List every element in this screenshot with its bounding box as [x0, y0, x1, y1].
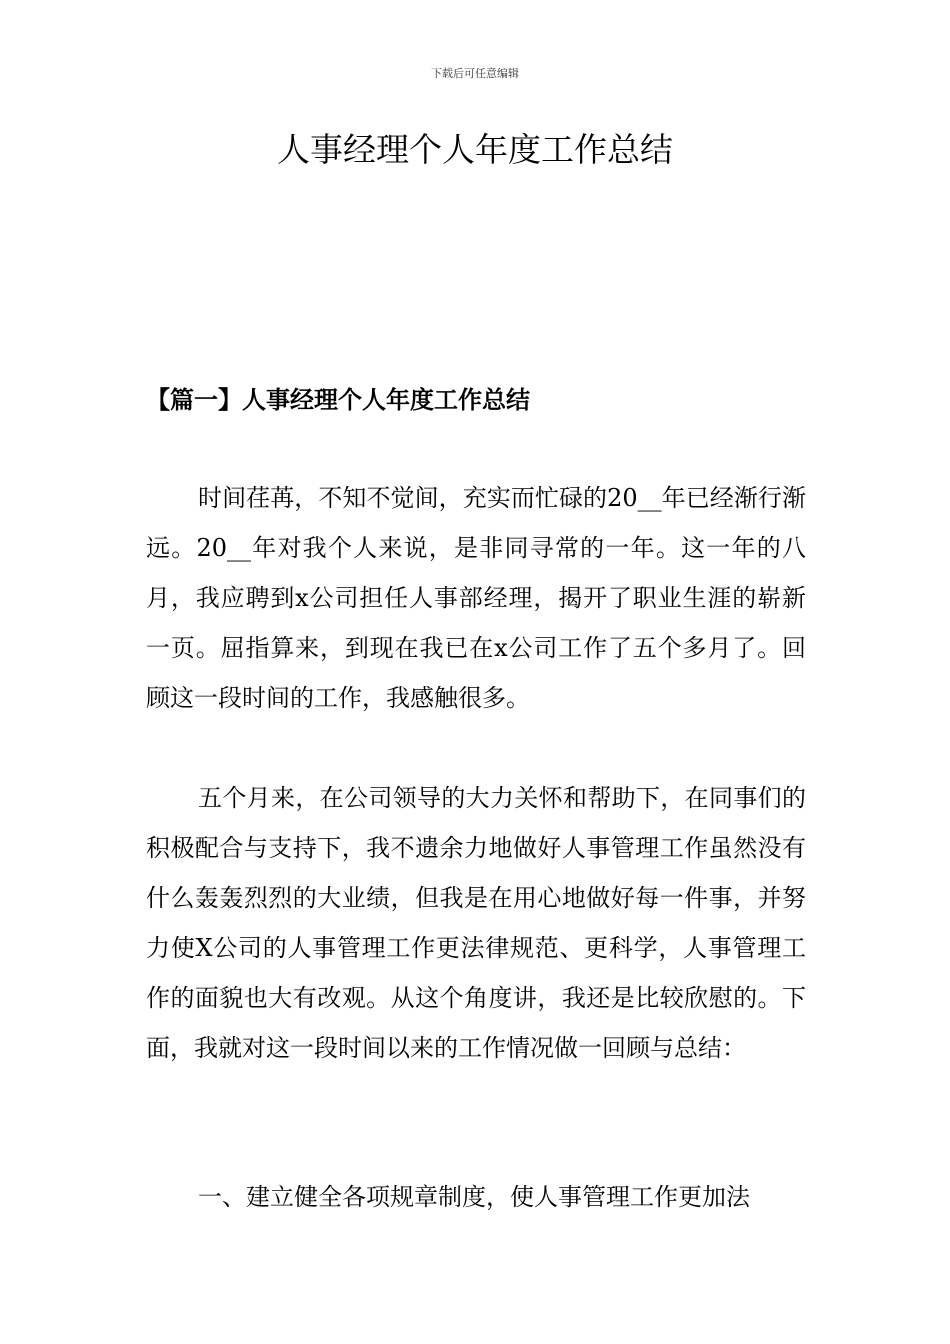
document-title: 人事经理个人年度工作总结: [277, 130, 673, 169]
paragraph-1: 时间荏苒，不知不觉间，充实而忙碌的20__年已经渐行渐远。20__年对我个人来说，是非同寻常的一年。这一年的八月，我应聘到x公司担任人事部经理，揭开了职业生涯的崭新一页。屈指算来，到现在我已在x公司工作了五个多月了。回顾这一段时间的工作，我感触很多。: [146, 484, 806, 712]
section-heading: 【篇一】人事经理个人年度工作总结: [146, 385, 530, 414]
paragraph-2: 五个月来，在公司领导的大力关怀和帮助下，在同事们的积极配合与支持下，我不遗余力地做好人事管理工作虽然没有什么轰轰烈烈的大业绩，但我是在用心地做好每一件事，并努力使X公司的人事管理工作更法律规范、更科学，人事管理工作的面貌也大有改观。从这个角度讲，我还是比较欣慰的。下面，我就对这一段时间以来的工作情况做一回顾与总结：: [146, 784, 806, 1062]
paragraph-3: 一、建立健全各项规章制度，使人事管理工作更加法: [198, 1183, 750, 1211]
header-note: 下载后可任意编辑: [431, 67, 519, 80]
